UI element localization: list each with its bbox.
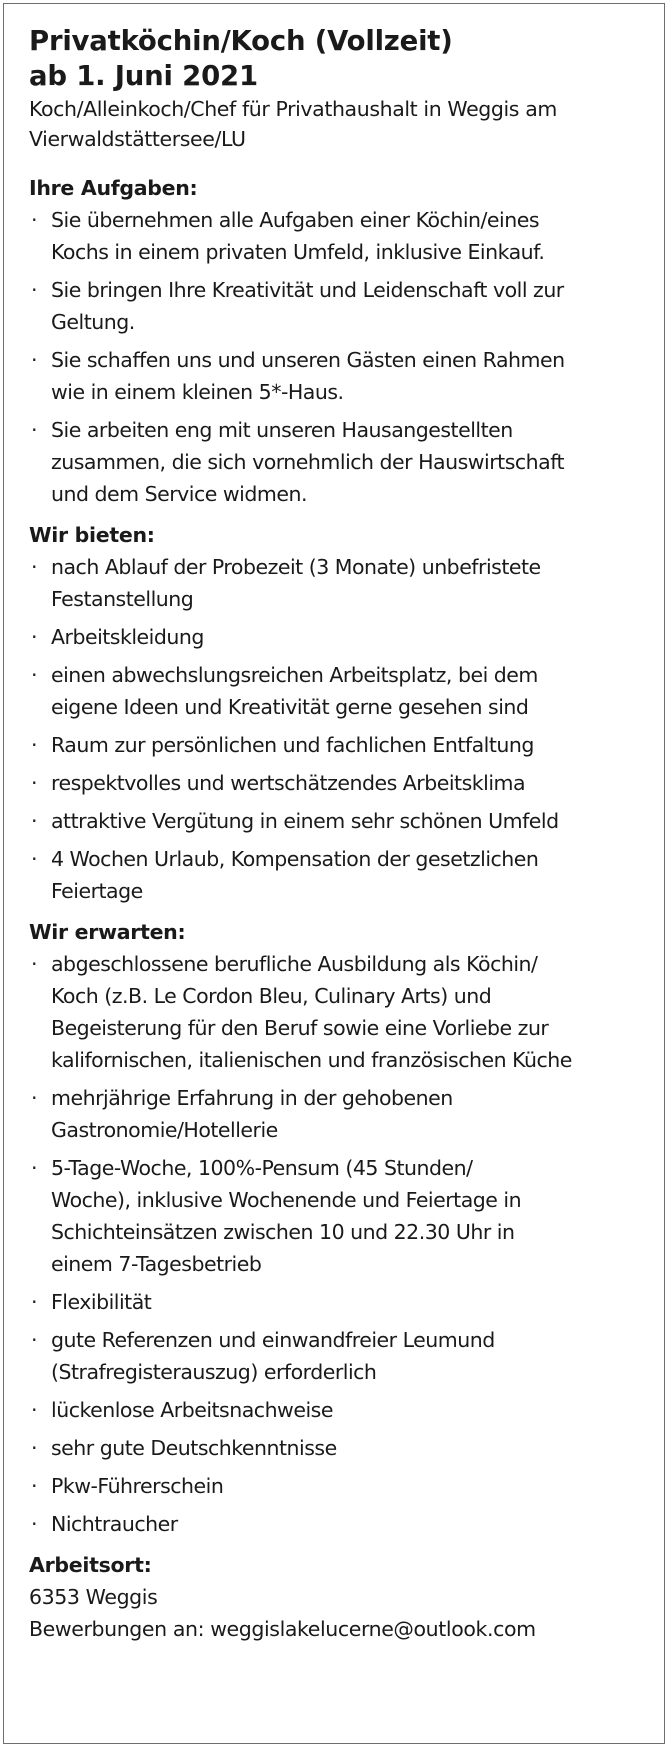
- job-subtitle: [29, 94, 642, 154]
- list-item: [29, 1286, 642, 1318]
- bullet-list: [29, 948, 642, 1540]
- list-item-text: Sie schaffen uns und unseren Gästen einen Rahmen: [51, 348, 565, 372]
- list-item-text: 5-Tage-Woche, 100%-Pensum (45 Stunden/: [51, 1156, 473, 1180]
- list-item-text: sehr gute Deutschkenntnisse: [51, 1436, 337, 1460]
- list-item: [29, 659, 642, 723]
- list-item-text: und dem Service widmen.: [51, 482, 307, 506]
- section-wir-bieten: [29, 520, 642, 907]
- application-contact: Bewerbungen an: weggislakelucerne@outlook.com: [29, 1617, 536, 1641]
- bullet-icon: ·: [31, 809, 38, 833]
- job-title: [29, 24, 642, 94]
- bullet-icon: ·: [31, 278, 38, 302]
- bullet-list: [29, 204, 642, 510]
- subtitle-line: Koch/Alleinkoch/Chef für Privathaushalt in Weggis am: [29, 97, 557, 121]
- list-item-text: Festanstellung: [51, 587, 194, 611]
- list-item-text: Koch (z.B. Le Cordon Bleu, Culinary Arts) und: [51, 984, 492, 1008]
- list-item-text: einem 7-Tagesbetrieb: [51, 1252, 262, 1276]
- section-heading: Wir erwarten:: [29, 920, 186, 944]
- workplace-location: 6353 Weggis: [29, 1585, 158, 1609]
- list-item: [29, 1082, 642, 1146]
- list-item-text: mehrjährige Erfahrung in der gehobenen: [51, 1086, 453, 1110]
- section-ihre-aufgaben: [29, 173, 642, 510]
- bullet-icon: ·: [31, 625, 38, 649]
- bullet-icon: ·: [31, 1086, 38, 1110]
- list-item: [29, 1152, 642, 1280]
- workplace-heading: Arbeitsort:: [29, 1553, 152, 1577]
- list-item: [29, 414, 642, 510]
- list-item-text: Feiertage: [51, 879, 143, 903]
- list-item-text: respektvolles und wertschätzendes Arbeitsklima: [51, 771, 526, 795]
- job-title-line: Privatköchin/Koch (Vollzeit): [29, 25, 453, 57]
- section-wir-erwarten: [29, 917, 642, 1540]
- list-item-text: Arbeitskleidung: [51, 625, 204, 649]
- job-advertisement: [3, 3, 665, 1744]
- bullet-icon: ·: [31, 663, 38, 687]
- sections-container: [29, 173, 642, 1540]
- list-item: [29, 1508, 642, 1540]
- list-item: [29, 767, 642, 799]
- list-item-text: 4 Wochen Urlaub, Kompensation der gesetzlichen: [51, 847, 539, 871]
- list-item-text: zusammen, die sich vornehmlich der Hauswirtschaft: [51, 450, 565, 474]
- job-start-date: ab 1. Juni 2021: [29, 60, 258, 92]
- list-item-text: Gastronomie/Hotellerie: [51, 1118, 278, 1142]
- list-item: [29, 729, 642, 761]
- list-item-text: eigene Ideen und Kreativität gerne gesehen sind: [51, 695, 529, 719]
- list-item-text: kalifornischen, italienischen und französischen Küche: [51, 1048, 572, 1072]
- bullet-icon: ·: [31, 952, 38, 976]
- list-item-text: attraktive Vergütung in einem sehr schönen Umfeld: [51, 809, 559, 833]
- list-item-text: lückenlose Arbeitsnachweise: [51, 1398, 333, 1422]
- list-item-text: (Strafregisterauszug) erforderlich: [51, 1360, 377, 1384]
- bullet-icon: ·: [31, 1328, 38, 1352]
- list-item-text: Geltung.: [51, 310, 135, 334]
- bullet-icon: ·: [31, 1512, 38, 1536]
- bullet-icon: ·: [31, 1436, 38, 1460]
- bullet-icon: ·: [31, 208, 38, 232]
- list-item: [29, 204, 642, 268]
- bullet-icon: ·: [31, 348, 38, 372]
- bullet-list: [29, 551, 642, 907]
- bullet-icon: ·: [31, 847, 38, 871]
- list-item-text: abgeschlossene berufliche Ausbildung als Köchin/: [51, 952, 538, 976]
- bullet-icon: ·: [31, 1398, 38, 1422]
- list-item-text: Sie bringen Ihre Kreativität und Leidenschaft voll zur: [51, 278, 564, 302]
- list-item: [29, 1470, 642, 1502]
- list-item-text: wie in einem kleinen 5*-Haus.: [51, 380, 344, 404]
- list-item: [29, 843, 642, 907]
- list-item-text: Kochs in einem privaten Umfeld, inklusive Einkauf.: [51, 240, 545, 264]
- bullet-icon: ·: [31, 555, 38, 579]
- list-item: [29, 1432, 642, 1464]
- list-item-text: Flexibilität: [51, 1290, 152, 1314]
- bullet-icon: ·: [31, 733, 38, 757]
- list-item: [29, 344, 642, 408]
- list-item-text: Schichteinsätzen zwischen 10 und 22.30 Uhr in: [51, 1220, 515, 1244]
- bullet-icon: ·: [31, 418, 38, 442]
- bullet-icon: ·: [31, 1156, 38, 1180]
- list-item-text: Nichtraucher: [51, 1512, 178, 1536]
- list-item-text: Begeisterung für den Beruf sowie eine Vorliebe zur: [51, 1016, 549, 1040]
- list-item-text: Raum zur persönlichen und fachlichen Entfaltung: [51, 733, 534, 757]
- list-item: [29, 621, 642, 653]
- workplace-section: [29, 1550, 642, 1645]
- list-item: [29, 1394, 642, 1426]
- list-item: [29, 1324, 642, 1388]
- list-item: [29, 274, 642, 338]
- list-item: [29, 551, 642, 615]
- list-item-text: Sie arbeiten eng mit unseren Hausangestellten: [51, 418, 513, 442]
- list-item-text: Pkw-Führerschein: [51, 1474, 224, 1498]
- subtitle-line: Vierwaldstättersee/LU: [29, 127, 246, 151]
- bullet-icon: ·: [31, 1474, 38, 1498]
- list-item-text: gute Referenzen und einwandfreier Leumund: [51, 1328, 495, 1352]
- section-heading: Wir bieten:: [29, 523, 155, 547]
- section-heading: Ihre Aufgaben:: [29, 176, 198, 200]
- list-item: [29, 805, 642, 837]
- list-item-text: Woche), inklusive Wochenende und Feiertage in: [51, 1188, 522, 1212]
- bullet-icon: ·: [31, 771, 38, 795]
- bullet-icon: ·: [31, 1290, 38, 1314]
- list-item-text: Sie übernehmen alle Aufgaben einer Köchin/eines: [51, 208, 540, 232]
- list-item-text: nach Ablauf der Probezeit (3 Monate) unbefristete: [51, 555, 541, 579]
- list-item-text: einen abwechslungsreichen Arbeitsplatz, bei dem: [51, 663, 538, 687]
- list-item: [29, 948, 642, 1076]
